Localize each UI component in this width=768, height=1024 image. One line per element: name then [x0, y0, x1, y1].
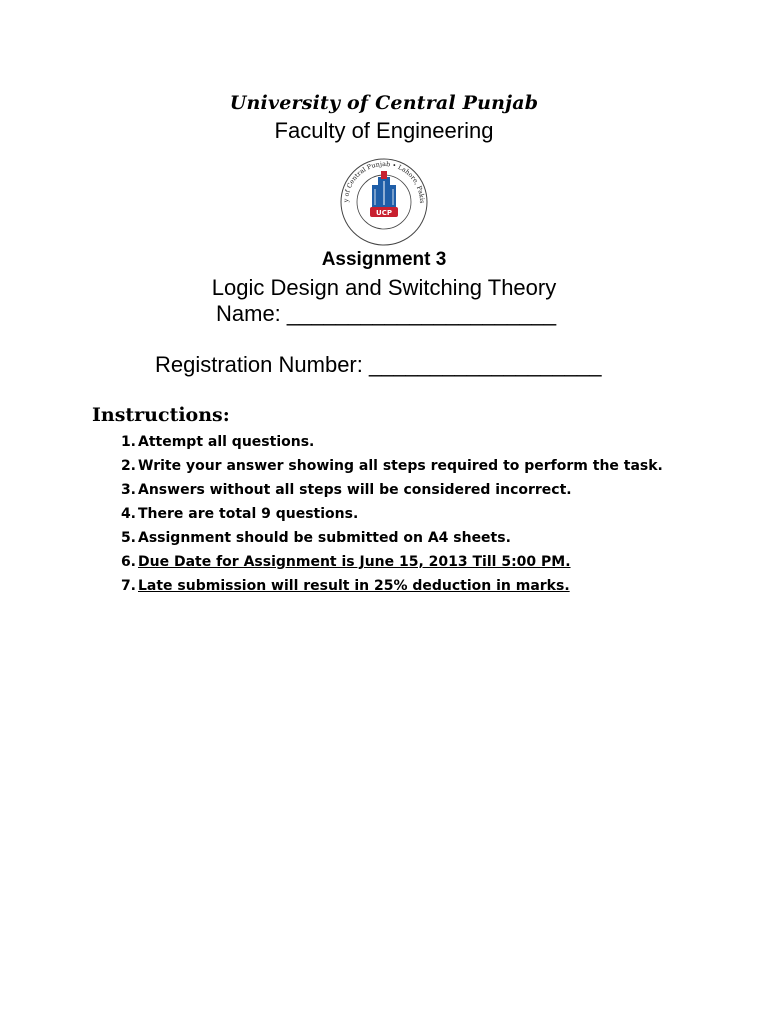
ucp-seal-icon — [334, 157, 434, 247]
faculty-name: Faculty of Engineering — [274, 118, 494, 143]
student-name-field: Name: ______________________ — [216, 301, 557, 326]
instructions-heading: Instructions: — [92, 404, 230, 426]
list-item: 5. Assignment should be submitted on A4 sheets. — [92, 526, 692, 550]
seal-badge-text: UCP — [376, 209, 392, 217]
course-title: Logic Design and Switching Theory — [211, 275, 557, 300]
seal-ring-text: y of Central Punjab • Lahore, Pakis — [341, 159, 427, 204]
list-item: 1. Attempt all questions. — [92, 430, 692, 454]
assignment-title: Assignment 3 — [321, 249, 447, 270]
instruction-text: Answers without all steps will be considered incorrect. — [138, 482, 572, 498]
university-name: University of Central Punjab — [229, 92, 539, 114]
list-item: 2. Write your answer showing all steps required to perform the task. — [92, 454, 692, 478]
instruction-text: Attempt all questions. — [138, 434, 315, 450]
list-item: 7. Late submission will result in 25% deduction in marks. — [92, 574, 692, 598]
registration-number-field: Registration Number: ___________________ — [155, 352, 602, 377]
university-logo — [334, 157, 434, 247]
instruction-text: Write your answer showing all steps required to perform the task. — [138, 458, 663, 474]
instruction-text-due-date: Due Date for Assignment is June 15, 2013 Till 5:00 PM. — [138, 554, 571, 570]
instruction-text: There are total 9 questions. — [138, 506, 359, 522]
instruction-text-late-penalty: Late submission will result in 25% deduction in marks. — [138, 578, 570, 594]
list-item: 6. Due Date for Assignment is June 15, 2013 Till 5:00 PM. — [92, 550, 692, 574]
list-item: 3. Answers without all steps will be considered incorrect. — [92, 478, 692, 502]
instruction-text: Assignment should be submitted on A4 sheets. — [138, 530, 511, 546]
list-item: 4. There are total 9 questions. — [92, 502, 692, 526]
instructions-list — [92, 430, 692, 598]
